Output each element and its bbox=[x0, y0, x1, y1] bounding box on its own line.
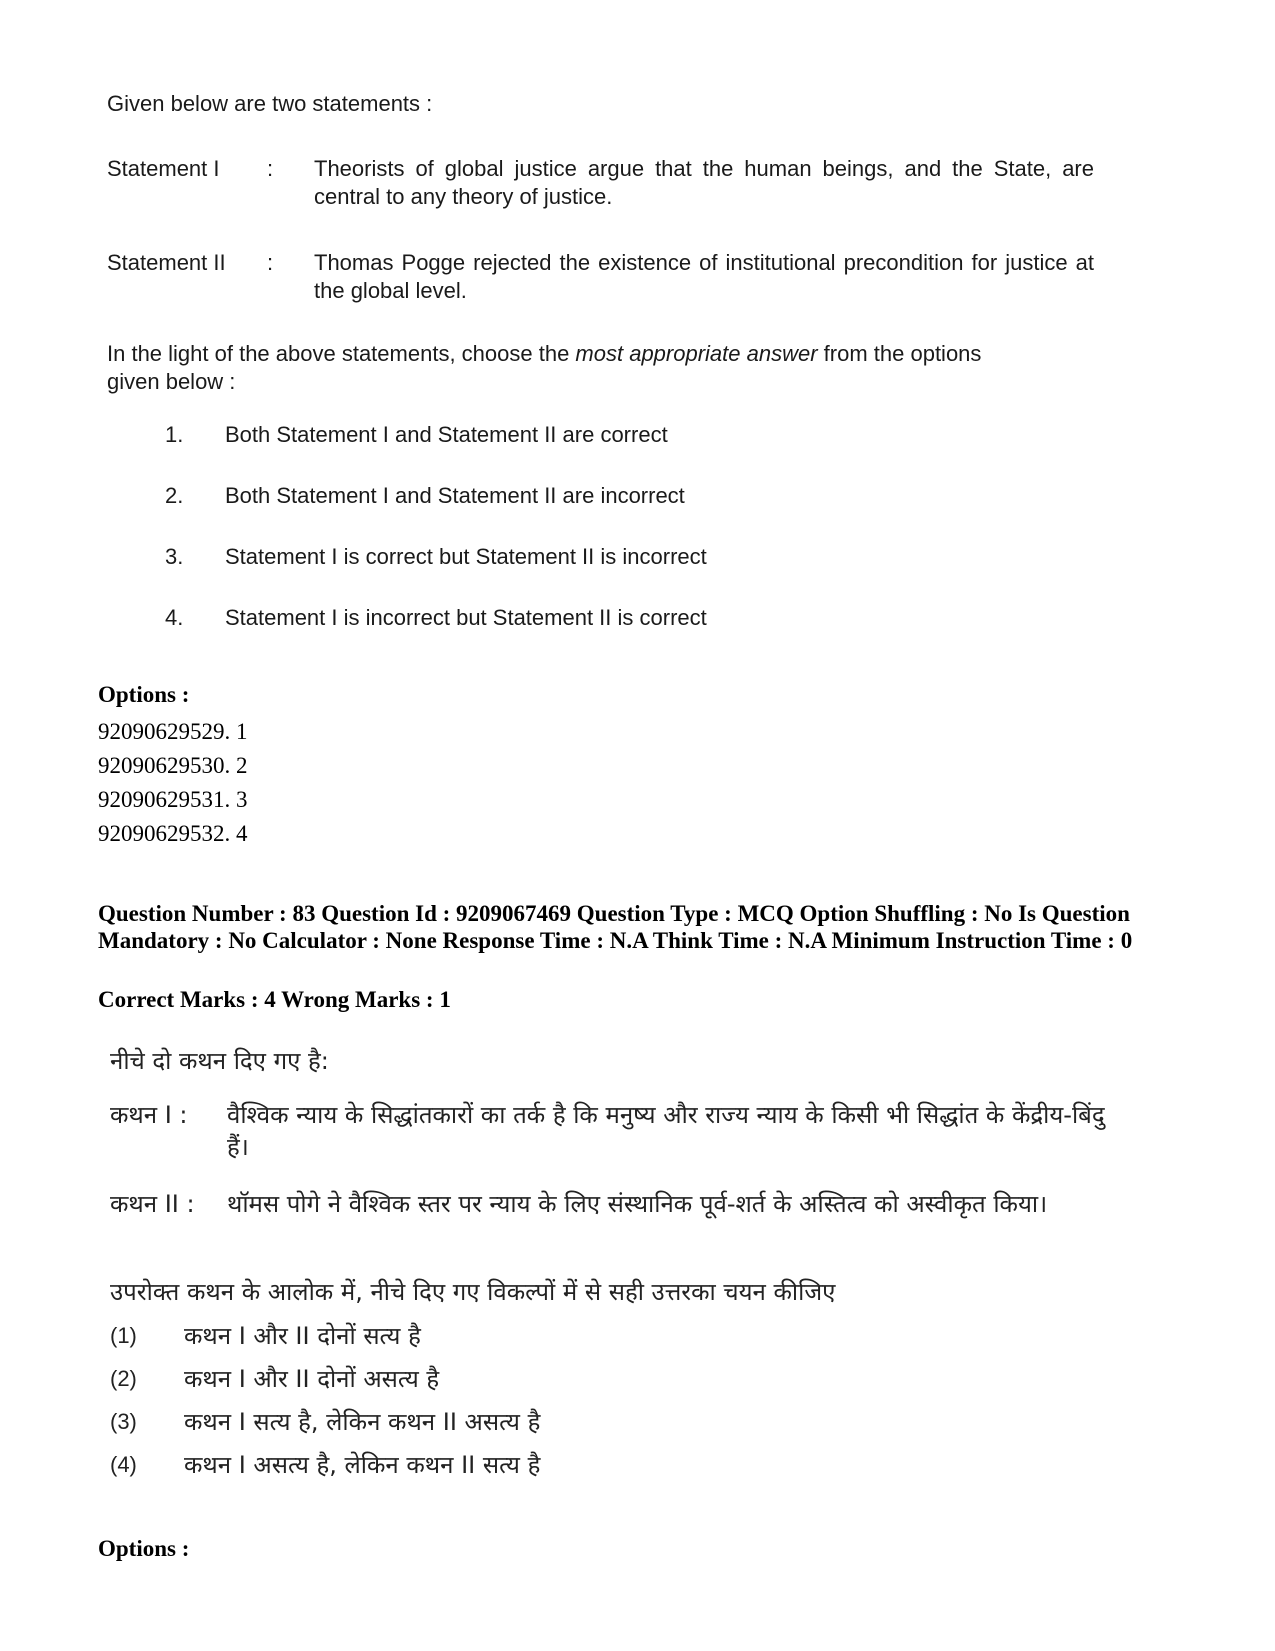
hindi-answer-option-number: (4) bbox=[110, 1452, 137, 1477]
statement-2-colon: : bbox=[267, 250, 274, 275]
option-id-1: 92090629529. 1 bbox=[98, 719, 248, 744]
answer-option-number: 4. bbox=[165, 605, 184, 630]
hindi-statement-2-text: थॉमस पोगे ने वैश्विक स्तर पर न्याय के लिए संस्थानिक पूर्व-शर्त के अस्तित्व को अस्वीकृत किया। bbox=[227, 1190, 1048, 1218]
option-id-3: 92090629531. 3 bbox=[98, 787, 248, 812]
question-instruction bbox=[107, 340, 987, 396]
hindi-statement-1-text: वैश्विक न्याय के सिद्धांतकारों का तर्क है कि मनुष्य और राज्य न्याय के किसी भी सिद्धांत के केंद्रीय-बिंदु हैं। bbox=[227, 1101, 1105, 1161]
option-id-2: 92090629530. 2 bbox=[98, 753, 248, 778]
answer-option-number: 1. bbox=[165, 422, 184, 447]
answer-option-text: Statement I is incorrect but Statement II is correct bbox=[225, 605, 707, 630]
hindi-answer-option-text: कथन I असत्य है, लेकिन कथन II सत्य है bbox=[184, 1451, 541, 1479]
answer-option-text: Both Statement I and Statement II are incorrect bbox=[225, 483, 685, 508]
question-meta: Question Number : 83 Question Id : 9209067469 Question Type : MCQ Option Shuffling : No Is Question Mandatory : No Calculator : None Response Time : N.A Think Time : N.A Minimum Instruction Time : 0 bbox=[98, 901, 1133, 953]
hindi-question-instruction: उपरोक्त कथन के आलोक में, नीचे दिए गए विकल्पों में से सही उत्तरका चयन कीजिए bbox=[110, 1278, 836, 1306]
hindi-question-intro: नीचे दो कथन दिए गए है: bbox=[110, 1047, 329, 1075]
question-marks: Correct Marks : 4 Wrong Marks : 1 bbox=[98, 987, 451, 1012]
statement-1-label: Statement I bbox=[107, 156, 220, 181]
answer-option-number: 3. bbox=[165, 544, 184, 569]
instruction-after: from the options given below : bbox=[107, 341, 982, 394]
hindi-answer-option-number: (2) bbox=[110, 1366, 137, 1391]
hindi-answer-option-number: (1) bbox=[110, 1323, 137, 1348]
hindi-answer-option-text: कथन I सत्य है, लेकिन कथन II असत्य है bbox=[184, 1408, 541, 1436]
hindi-statement-2-label: कथन II : bbox=[110, 1190, 195, 1218]
statement-2-label: Statement II bbox=[107, 250, 226, 275]
instruction-before: In the light of the above statements, choose the bbox=[107, 341, 576, 366]
hindi-answer-option-number: (3) bbox=[110, 1409, 137, 1434]
statement-1-colon: : bbox=[267, 156, 274, 181]
answer-option-text: Both Statement I and Statement II are correct bbox=[225, 422, 668, 447]
option-id-4: 92090629532. 4 bbox=[98, 821, 248, 846]
answer-option-text: Statement I is correct but Statement II is incorrect bbox=[225, 544, 707, 569]
hindi-answer-option-text: कथन I और II दोनों सत्य है bbox=[184, 1322, 421, 1350]
hindi-answer-option-text: कथन I और II दोनों असत्य है bbox=[184, 1365, 440, 1393]
statement-1-text: Theorists of global justice argue that the human beings, and the State, are central to any theory of justice. bbox=[314, 156, 1094, 209]
instruction-emphasis: most appropriate answer bbox=[575, 341, 818, 366]
answer-option-number: 2. bbox=[165, 483, 184, 508]
statement-2-text: Thomas Pogge rejected the existence of institutional precondition for justice at the global level. bbox=[314, 250, 1094, 303]
options-heading-2: Options : bbox=[98, 1536, 190, 1561]
hindi-statement-1-label: कथन I : bbox=[110, 1101, 188, 1129]
options-heading: Options : bbox=[98, 682, 190, 707]
question-intro: Given below are two statements : bbox=[107, 91, 433, 116]
